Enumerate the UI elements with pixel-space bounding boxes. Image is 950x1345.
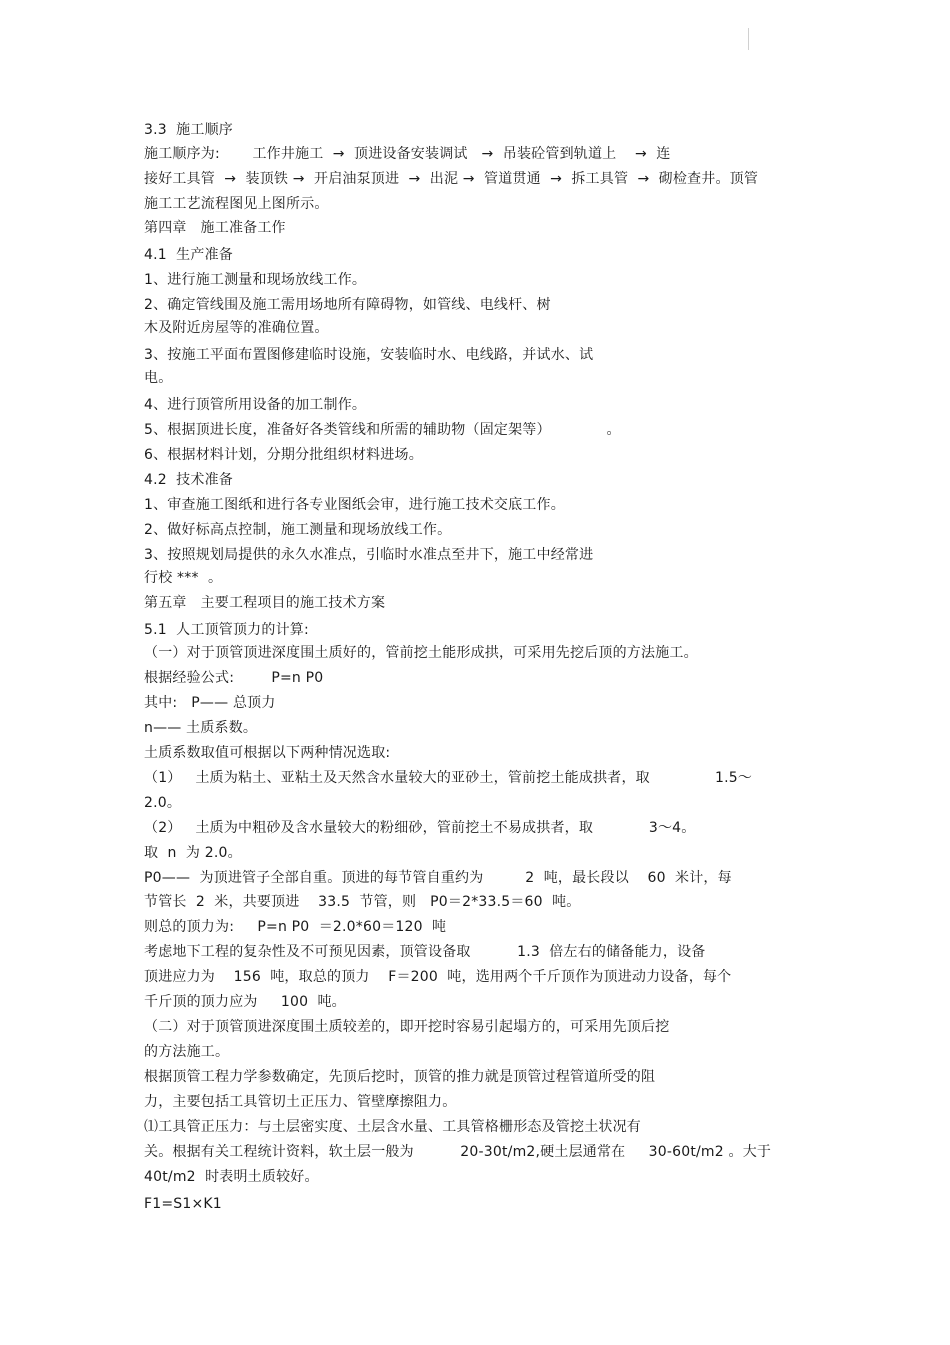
text-line: 1、进行施工测量和现场放线工作。 [144,272,367,288]
text-line: 根据经验公式: P=n P0 [144,670,324,686]
section-heading: 4.1 生产准备 [144,247,233,263]
text-line: 6、根据材料计划，分期分批组织材料进场。 [144,447,423,463]
text-line: 施工工艺流程图见上图所示。 [144,196,329,212]
text-line: 其中: P—— 总顶力 [144,695,276,711]
section-heading: 5.1 人工顶管顶力的计算: [144,622,309,638]
text-line: 3、按施工平面布置图修建临时设施，安装临时水、电线路，并试水、试 [144,347,594,363]
text-line: 接好工具管 → 装顶铁 → 开启油泵顶进 → 出泥 → 管道贯通 → 拆工具管 → 砌检查井。顶管 [144,171,759,187]
text-line: 则总的顶力为: P=n P0 ＝2.0*60＝120 吨 [144,919,447,935]
text-line: 5、根据顶进长度，准备好各类管线和所需的辅助物（固定架等） 。 [144,422,621,438]
text-line: 1、审查施工图纸和进行各专业图纸会审，进行施工技术交底工作。 [144,497,565,513]
text-line: 根据顶管工程力学参数确定，先顶后挖时，顶管的推力就是顶管过程管道所受的阻 [144,1069,656,1085]
text-line: ⑴工具管正压力：与土层密实度、土层含水量、工具管格栅形态及管挖土状况有 [144,1119,641,1135]
text-line: 关。根据有关工程统计资料，软土层一般为 20-30t/m2,硬土层通常在 30-60t/m2 。大于 [144,1144,772,1160]
section-heading: 3.3 施工顺序 [144,122,233,138]
text-line: 土质系数取值可根据以下两种情况选取: [144,745,391,761]
text-line: 顶进应力为 156 吨，取总的顶力 F＝200 吨，选用两个千斤顶作为顶进动力设备，每个 [144,969,732,985]
text-line: 的方法施工。 [144,1044,230,1060]
text-line: 行校 *** 。 [144,570,223,586]
text-line: （二）对于顶管顶进深度围土质较差的，即开挖时容易引起塌方的，可采用先顶后挖 [144,1019,670,1035]
text-line: 3、按照规划局提供的永久水准点，引临时水准点至井下，施工中经常进 [144,547,594,563]
text-line: 2、做好标高点控制，施工测量和现场放线工作。 [144,522,452,538]
text-line: P0—— 为顶进管子全部自重。顶进的每节管自重约为 2 吨，最长段以 60 米计，每 [144,870,732,886]
section-heading: 4.2 技术准备 [144,472,233,488]
text-line: 节管长 2 米，共要顶进 33.5 节管，则 P0＝2*33.5＝60 吨。 [144,894,581,910]
text-line: 2.0。 [144,795,182,811]
text-line: 40t/m2 时表明土质较好。 [144,1169,319,1185]
text-line: （1） 土质为粘土、亚粘土及天然含水量较大的亚砂土，管前挖土能成拱者，取 1.5～ [144,770,753,786]
text-line: 4、进行顶管所用设备的加工制作。 [144,397,367,413]
text-line: 千斤顶的顶力应为 100 吨。 [144,994,346,1010]
text-line: n—— 土质系数。 [144,720,258,736]
chapter-heading: 第四章 施工准备工作 [144,220,286,236]
text-line: 力，主要包括工具管切土正压力、管壁摩擦阻力。 [144,1094,457,1110]
text-line: 施工顺序为: 工作井施工 → 顶进设备安装调试 → 吊装砼管到轨道上 → 连 [144,146,671,162]
text-line: 电。 [144,370,173,386]
chapter-heading: 第五章 主要工程项目的施工技术方案 [144,595,386,611]
text-line: 木及附近房屋等的准确位置。 [144,320,329,336]
text-line: 考虑地下工程的复杂性及不可预见因素，顶管设备取 1.3 倍左右的储备能力，设备 [144,944,706,960]
text-line: 2、确定管线围及施工需用场地所有障碍物，如管线、电线杆、树 [144,297,551,313]
text-line: （2） 土质为中粗砂及含水量较大的粉细砂，管前挖土不易成拱者，取 3～4。 [144,820,696,836]
text-line: 取 n 为 2.0。 [144,845,242,861]
text-line: （一）对于顶管顶进深度围土质好的，管前挖土能形成拱，可采用先挖后顶的方法施工。 [144,645,698,661]
formula-line: F1=S1×K1 [144,1196,222,1212]
